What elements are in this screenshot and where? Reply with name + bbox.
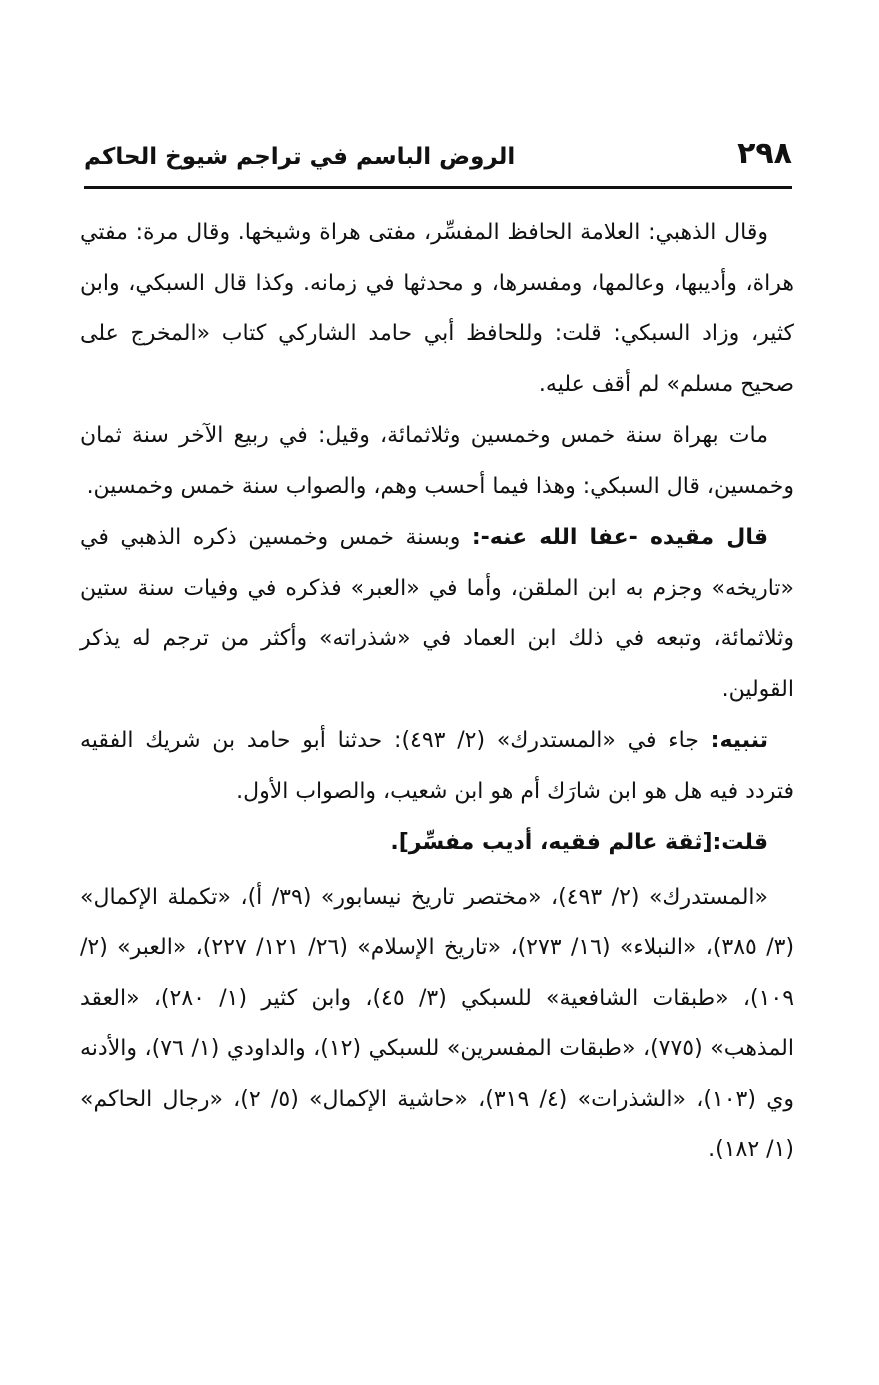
book-title: الروض الباسم في تراجم شيوخ الحاكم bbox=[84, 144, 516, 170]
paragraph-death: مات بهراة سنة خمس وخمسين وثلاثمائة، وقيل: في ربيع الآخر سنة ثمان وخمسين، قال السبكي: وهذا فيما أحسب وهم، والصواب سنة خمس وخمسين. bbox=[80, 423, 794, 499]
header-rule bbox=[84, 186, 792, 189]
paragraph-sources: «المستدرك» (٢/ ٤٩٣)، «مختصر تاريخ نيسابور» (٣٩/ أ)، «تكملة الإكمال» (٣/ ٣٨٥)، «النبلاء» (١٦/ ٢٧٣)، «تاريخ الإسلام» (٢٦/ ١٢١/ ٢٢٧)، «العبر» (٢/ ١٠٩)، «طبقات الشافعية» للسبكي (٣/ ٤٥)، وابن كثير (١/ ٢٨٠)، «العقد المذهب» (٧٧٥)، «طبقات المفسرين» للسبكي (١٢)، والداودي (١/ ٧٦)، والأدنه وي (١٠٣)، «الشذرات» (٤/ ٣١٩)، «حاشية الإكمال» (٥/ ٢)، «رجال الحاكم» (١/ ١٨٢). bbox=[80, 884, 795, 1162]
paragraph-caution bbox=[80, 716, 794, 817]
paragraph-biography: وقال الذهبي: العلامة الحافظ المفسِّر، مفتى هراة وشيخها. وقال مرة: مفتي هراة، وأديبها، وعالمها، ومفسرها، و محدثها في زمانه. وكذا قال السبكي، وابن كثير، وزاد السبكي: قلت: وللحافظ أبي حامد الشاركي كتاب «المخرج على صحيح مسلم» لم أقف عليه. bbox=[80, 220, 794, 397]
page-number: ٢٩٨ bbox=[737, 136, 792, 171]
editor-note-body: وبسنة خمس وخمسين ذكره الذهبي في «تاريخه» وجزم به ابن الملقن، وأما في «العبر» فذكره في وفيات سنة ستين وثلاثمائة، وتبعه في ذلك ابن العماد في «شذراته» وأكثر من ترجم له يذكر القولين. bbox=[80, 525, 794, 702]
caution-body: جاء في «المستدرك» (٢/ ٤٩٣): حدثنا أبو حامد بن شريك الفقيه فتردد فيه هل هو ابن شارَك أم هو ابن شعيب، والصواب الأول. bbox=[80, 728, 794, 804]
paragraph-editor-note bbox=[80, 513, 794, 715]
editor-note-lead: قال مقيده -عفا الله عنه-: bbox=[471, 525, 768, 550]
paragraph-verdict: قلت:[ثقة عالم فقيه، أديب مفسِّر]. bbox=[390, 830, 768, 855]
page-header bbox=[84, 136, 792, 182]
caution-lead: تنبيه: bbox=[710, 728, 768, 753]
page-body bbox=[80, 208, 794, 1177]
